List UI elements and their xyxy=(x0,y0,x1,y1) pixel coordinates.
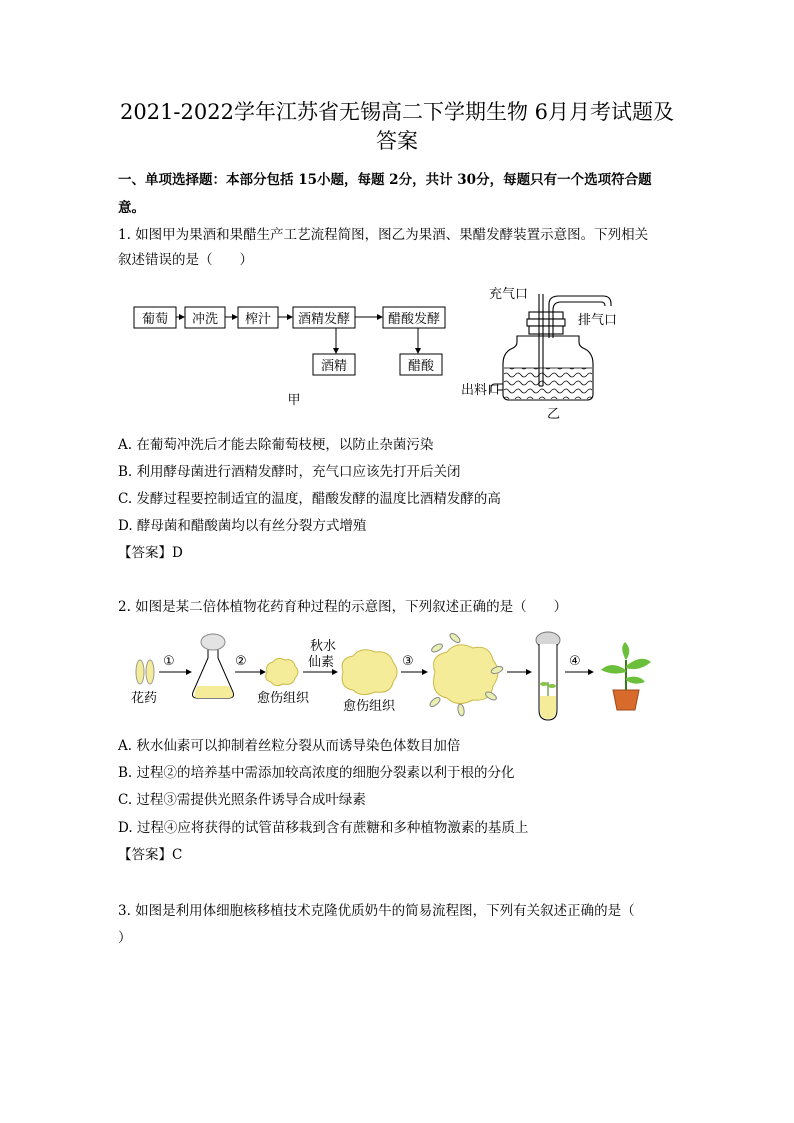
label-callus-a: 愈伤组织 xyxy=(257,691,310,706)
q1-option-d: D. 酵母菌和醋酸菌均以有丝分裂方式增殖 xyxy=(118,518,367,534)
q1-figure-jia xyxy=(130,300,450,410)
flow-box-acetic-ferm-label: 醋酸发酵 xyxy=(387,312,441,327)
section-heading: 一、单项选择题：本部分包括 15小题，每题 2分，共计 30分，每题只有一个选项符合题 xyxy=(118,172,652,188)
q1-stem-cont: 叙述错误的是（ ） xyxy=(118,252,253,268)
q1-option-b: B. 利用酵母菌进行酒精发酵时，充气口应该先打开后关闭 xyxy=(118,464,461,480)
step1-label: ① xyxy=(163,654,175,669)
test-tube-icon xyxy=(536,632,560,720)
figure-label-yi: 乙 xyxy=(547,407,561,422)
q2-figure xyxy=(125,630,665,730)
step2-label: ② xyxy=(235,654,247,669)
q1-answer: 【答案】D xyxy=(118,545,183,561)
q3-stem-cont: ） xyxy=(118,930,132,946)
flow-box-grape-label: 葡萄 xyxy=(141,312,169,327)
q3-stem: 3. 如图是利用体细胞核移植技术克隆优质奶牛的简易流程图，下列有关叙述正确的是（ xyxy=(118,903,635,919)
q2-option-a: A. 秋水仙素可以抑制着丝粒分裂从而诱导染色体数目加倍 xyxy=(118,738,461,754)
colchicine-line2: 仙素 xyxy=(308,655,335,670)
label-outlet: 排气口 xyxy=(578,313,618,328)
step3-label: ③ xyxy=(402,654,414,669)
flow-box-wash-label: 冲洗 xyxy=(191,312,219,327)
q2-option-b: B. 过程②的培养基中需添加较高浓度的细胞分裂素以利于根的分化 xyxy=(118,765,515,781)
potted-plant-icon xyxy=(601,642,651,710)
flow-box-alcohol-ferm-label: 酒精发酵 xyxy=(297,312,351,327)
q1-stem: 1. 如图甲为果酒和果醋生产工艺流程简图，图乙为果酒、果醋发酵装置示意图。下列相关 xyxy=(118,227,649,243)
doc-title-line1: 2021-2022学年江苏省无锡高二下学期生物 6月月考试题及 xyxy=(119,100,675,124)
flask-icon xyxy=(193,634,234,698)
q2-option-c: C. 过程③需提供光照条件诱导合成叶绿素 xyxy=(118,792,366,808)
label-inlet: 充气口 xyxy=(489,287,529,302)
section-heading-cont: 意。 xyxy=(118,200,145,216)
label-callus-b: 愈伤组织 xyxy=(343,699,396,714)
callus-small-shape xyxy=(266,658,298,685)
label-discharge: 出料口 xyxy=(461,383,501,398)
callus-with-shoots-shape xyxy=(428,632,503,717)
figure-label-jia: 甲 xyxy=(287,393,301,408)
q1-figure-yi xyxy=(455,282,635,422)
q2-option-d: D. 过程④应将获得的试管苗移栽到含有蔗糖和多种植物激素的基质上 xyxy=(118,820,529,836)
q2-stem: 2. 如图是某二倍体植物花药育种过程的示意图，下列叙述正确的是（ ） xyxy=(118,599,568,615)
step4-label: ④ xyxy=(569,654,581,669)
q1-option-a: A. 在葡萄冲洗后才能去除葡萄枝梗，以防止杂菌污染 xyxy=(118,437,434,453)
flow-box-juice-label: 榨汁 xyxy=(244,312,272,327)
anther-shape xyxy=(136,660,144,684)
q1-option-c: C. 发酵过程要控制适宜的温度，醋酸发酵的温度比酒精发酵的高 xyxy=(118,491,501,507)
product-box-acetic-label: 醋酸 xyxy=(407,359,435,374)
doc-title-line2: 答案 xyxy=(376,129,418,153)
q2-answer: 【答案】C xyxy=(118,847,183,863)
callus-large-shape xyxy=(342,650,397,695)
label-anther: 花药 xyxy=(131,691,158,706)
product-box-alcohol-label: 酒精 xyxy=(320,359,348,374)
colchicine-line1: 秋水 xyxy=(310,639,337,654)
